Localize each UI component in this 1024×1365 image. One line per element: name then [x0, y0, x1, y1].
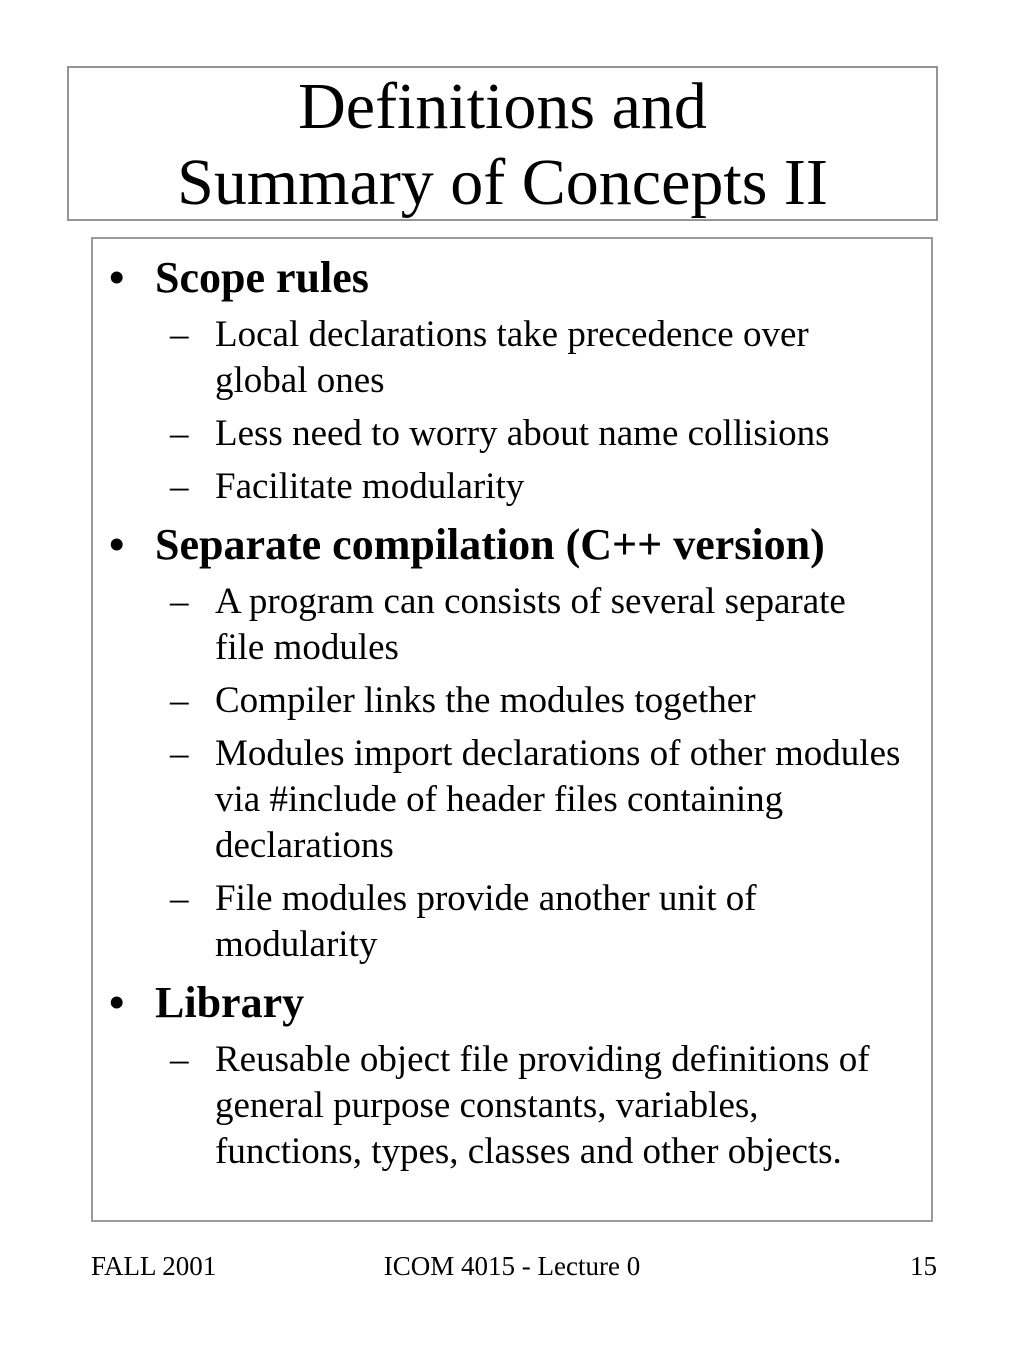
bullet-text-line: Modules import declarations of other modules: [215, 733, 901, 774]
sub-bullet-item: [93, 731, 931, 869]
sub-bullet-item: [93, 1037, 931, 1175]
dash-icon: –: [170, 314, 189, 355]
bullet-text-line: file modules: [215, 627, 399, 668]
sub-bullet-item: [93, 464, 931, 510]
bullet-text-line: A program can consists of several separate: [215, 581, 846, 622]
dash-icon: –: [170, 466, 189, 507]
dash-icon: –: [170, 413, 189, 454]
dash-icon: –: [170, 680, 189, 721]
bullet-text-line: Compiler links the modules together: [215, 680, 756, 721]
footer-semester-label: FALL 2001: [91, 1251, 217, 1281]
slide-title-line: Definitions and: [298, 70, 707, 143]
bullet-text-line: Separate compilation (C++ version): [155, 520, 825, 569]
sub-bullet-item: [93, 678, 931, 724]
dash-icon: –: [170, 733, 189, 774]
sub-bullet-item: [93, 411, 931, 457]
slide-body-box: [91, 237, 933, 1222]
bullet-text-line: Facilitate modularity: [215, 466, 525, 507]
bullet-text-line: Local declarations take precedence over: [215, 314, 809, 355]
bullet-text-line: general purpose constants, variables,: [215, 1085, 759, 1126]
slide-title-box: [67, 66, 938, 221]
bullet-icon: •: [109, 520, 125, 569]
dash-icon: –: [170, 878, 189, 919]
bullet-text-line: via #include of header files containing: [215, 779, 784, 820]
slide-title-line: Summary of Concepts II: [177, 146, 828, 219]
bullet-text-line: Library: [155, 978, 305, 1027]
sub-bullet-item: [93, 876, 931, 968]
bullet-text-line: declarations: [215, 825, 394, 866]
sub-bullet-item: [93, 579, 931, 671]
bullet-icon: •: [109, 978, 125, 1027]
bullet-text-line: functions, types, classes and other objects.: [215, 1131, 842, 1172]
bullet-text-line: File modules provide another unit of: [215, 878, 757, 919]
footer-page-number: 15: [910, 1251, 937, 1281]
bullet-icon: •: [109, 253, 125, 302]
bullet-item: [93, 976, 931, 1030]
dash-icon: –: [170, 581, 189, 622]
bullet-list: [93, 239, 931, 1175]
dash-icon: –: [170, 1039, 189, 1080]
bullet-item: [93, 251, 931, 305]
bullet-item: [93, 518, 931, 572]
bullet-text-line: modularity: [215, 924, 378, 965]
bullet-text-line: Less need to worry about name collisions: [215, 413, 830, 454]
bullet-text-line: global ones: [215, 360, 385, 401]
bullet-text-line: Scope rules: [155, 253, 369, 302]
footer-course-label: ICOM 4015 - Lecture 0: [383, 1251, 641, 1281]
sub-bullet-item: [93, 312, 931, 404]
bullet-text-line: Reusable object file providing definitions of: [215, 1039, 870, 1080]
